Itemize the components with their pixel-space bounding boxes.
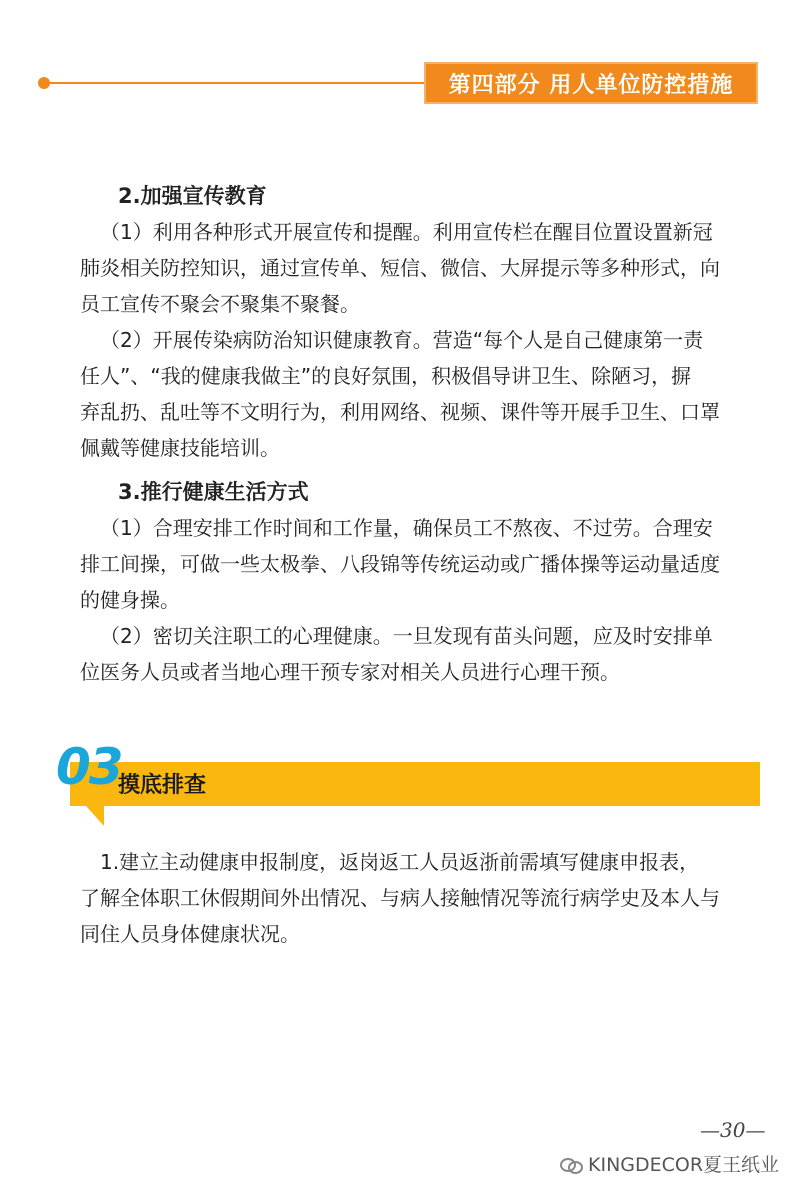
watermark	[560, 1150, 779, 1177]
paragraph-line: 弃乱扔、乱吐等不文明行为，利用网络、视频、课件等开展手卫生、口罩	[80, 400, 720, 424]
paragraph-line: 了解全体职工休假期间外出情况、与病人接触情况等流行病学史及本人与	[80, 886, 720, 910]
page-number: —30—	[700, 1118, 766, 1142]
paragraph-text: （1）利用各种形式开展宣传和提醒。利用宣传栏在醒目位置设置新冠	[100, 220, 713, 244]
paragraph-text: （1）合理安排工作时间和工作量，确保员工不熬夜、不过劳。合理安	[100, 516, 713, 540]
paragraph-line: 佩戴等健康技能培训。	[80, 436, 280, 460]
paragraph-line	[80, 510, 720, 546]
section-band-tail	[86, 806, 104, 826]
section-heading-2: 2.加强宣传教育	[118, 184, 267, 208]
paragraph-line: 肺炎相关防控知识，通过宣传单、短信、微信、大屏提示等多种形式，向	[80, 256, 720, 280]
wechat-icon	[560, 1156, 582, 1172]
paragraph-line: 的健身操。	[80, 588, 180, 612]
section-heading-3: 3.推行健康生活方式	[118, 480, 309, 504]
paragraph-text: （2）密切关注职工的心理健康。一旦发现有苗头问题，应及时安排单	[100, 624, 713, 648]
paragraph-line	[80, 214, 720, 250]
paragraph-line: 员工宣传不聚会不聚集不聚餐。	[80, 292, 360, 316]
paragraph-line: 位医务人员或者当地心理干预专家对相关人员进行心理干预。	[80, 660, 620, 684]
watermark-text: KINGDECOR夏王纸业	[588, 1154, 780, 1176]
header-rule	[44, 82, 424, 84]
secondary-content	[80, 844, 720, 952]
paragraph-line: 任人”、“我的健康我做主”的良好氛围，积极倡导讲卫生、除陋习，摒	[80, 364, 692, 388]
main-content	[80, 170, 720, 690]
section-title: 摸底排查	[118, 773, 207, 798]
paragraph-text: （2）开展传染病防治知识健康教育。营造“每个人是自己健康第一责	[100, 328, 704, 352]
paragraph-line	[80, 844, 720, 880]
paragraph-text: 1.建立主动健康申报制度，返岗返工人员返浙前需填写健康申报表，	[100, 850, 700, 874]
paragraph-line: 排工间操，可做一些太极拳、八段锦等传统运动或广播体操等运动量适度	[80, 552, 720, 576]
section-number: 03	[56, 738, 122, 796]
paragraph-line	[80, 618, 720, 654]
paragraph-line: 同住人员身体健康状况。	[80, 922, 300, 946]
chapter-title: 第四部分 用人单位防控措施	[424, 62, 758, 104]
paragraph-line	[80, 322, 720, 358]
